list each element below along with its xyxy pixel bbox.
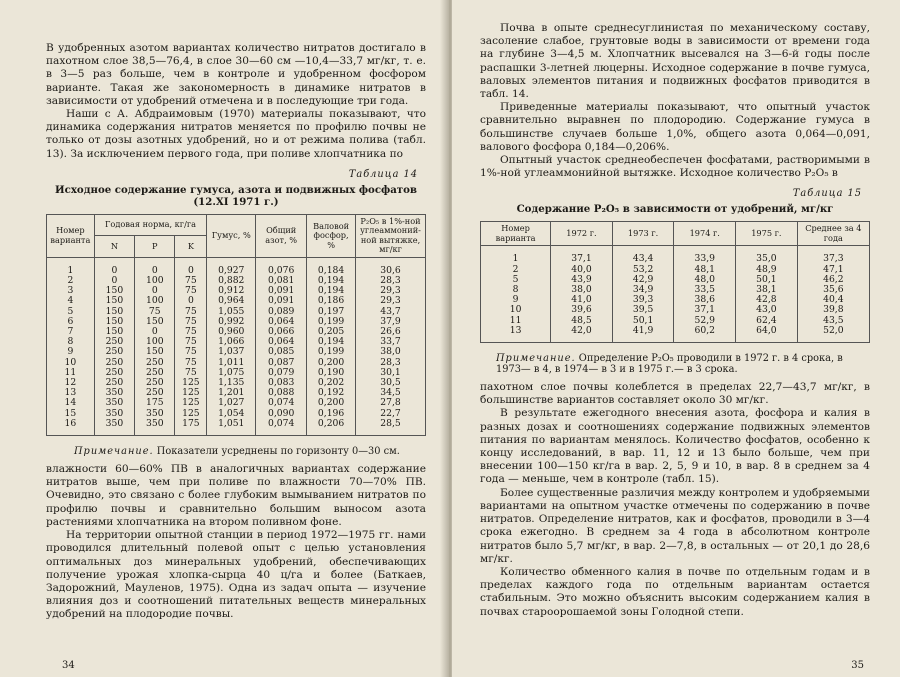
- t14-col-total-n: 0,076 0,081 0,091 0,091 0,089 0,064 0,066 0,064 0,085 0,087 0,079 0,083 0,088 0,074 0,090 0,074: [256, 257, 307, 435]
- t15-col-1974: 33,9 48,1 48,0 33,5 38,6 37,1 52,9 60,2: [674, 246, 736, 343]
- t14-header-total-n: Общий азот, %: [256, 214, 307, 257]
- t15-col-1972: 37,1 40,0 43,9 38,0 41,0 39,6 48,5 42,0: [551, 246, 613, 343]
- right-paragraph-5: В результате ежегодного внесения азота, фосфора и калия в разных дозах и соотношениях содержание подвижных элементов питания по вариантам менялось. Количество фосфатов, особенно к концу исследований, в вар. 11, 12 и 13 было больше, чем при внесении 100—150 кг/га в вар. 2, 5, 9 и 10, в вар. 8 в среднем за 4 года — меньше, чем в контроле (табл. 15).: [480, 407, 870, 486]
- right-paragraph-3: Опытный участок среднеобеспечен фосфатами, растворимыми в 1%-ной углеаммонийной вытяжке. Исходное количество P₂O₅ в: [480, 154, 870, 180]
- t15-col-variant: 1 2 5 8 9 10 11 13: [481, 246, 551, 343]
- page-number-right: 35: [851, 660, 864, 671]
- t14-header-humus: Гумус, %: [207, 214, 256, 257]
- t15-col-1973: 43,4 53,2 42,9 34,9 39,3 39,5 50,1 41,9: [612, 246, 674, 343]
- left-page: [0, 0, 448, 677]
- right-paragraph-6: Более существенные различия между контролем и удобряемыми вариантами на опытном участке отмечены по содержанию в почве нитратов. Определение нитратов, как и фосфатов, проводили в 3—4 срока ежегодно. В среднем за 4 года в абсолютном контроле нитратов было 5,7 мг/кг, в вар. 2—7,8, в остальных — от 20,1 до 28,6 мг/кг.: [480, 486, 870, 565]
- page-number-left: 34: [62, 660, 75, 671]
- table-15-note-label: Примечание.: [496, 353, 576, 365]
- table-14-title-line1: Исходное содержание гумуса, азота и подвижных фосфатов: [55, 183, 417, 196]
- t14-col-k: 0 75 75 0 75 75 75 75 75 75 75 125 125 125 125 175: [175, 257, 207, 435]
- table-14-note-label: Примечание.: [74, 446, 154, 458]
- t15-header-avg: Среднее за 4 года: [797, 222, 869, 246]
- table-14-title-line2: (12.XI 1971 г.): [193, 195, 279, 208]
- left-paragraph-2: Наши с А. Абдраимовым (1970) материалы показывают, что динамика содержания нитратов меняется по профилю почвы не только от дозы азотных удобрений, но и от режима полива (табл. 13). За исключением первого года, при поливе хлопчатника по: [46, 108, 426, 160]
- t14-col-n: 0 0 150 150 150 150 150 250 250 250 250 250 350 350 350 350: [94, 257, 134, 435]
- table-15-title: Содержание P₂O₅ в зависимости от удобрений, мг/кг: [516, 203, 834, 216]
- t14-header-p: P: [135, 236, 175, 258]
- table-14-title: [46, 184, 426, 208]
- right-paragraph-2: Приведенные материалы показывают, что опытный участок сравнительно выравнен по плодородию. Содержание гумуса в большинстве случаев больше 1,0%, общего азота 0,064—0,091, валового фосфора 0,184—0,206%.: [480, 101, 870, 153]
- table-15-note-text: Определение P₂O₅ проводили в 1972 г. в 4 срока, в 1973— в 4, в 1974— в 3 и в 1975 г.— в 3 срока.: [496, 353, 843, 376]
- t14-col-p2o5: 30,6 28,3 29,3 29,3 43,7 37,9 26,6 33,7 38,0 28,3 30,1 30,5 34,5 27,8 22,7 28,5: [356, 257, 426, 435]
- table-14-note: [46, 446, 426, 457]
- t15-header-1972: 1972 г.: [551, 222, 613, 246]
- t14-header-p2o5: P₂O₅ в 1%-ной углеаммоний-ной вытяжке, мг/кг: [356, 214, 426, 257]
- t14-col-variant: 1 2 3 4 5 6 7 8 9 10 11 12 13 14 15 16: [47, 257, 95, 435]
- right-paragraph-4: пахотном слое почвы колеблется в пределах 22,7—43,7 мг/кг, в большинстве вариантов составляет около 30 мг/кг.: [480, 381, 870, 407]
- left-paragraph-3: влажности 60—60% ПВ в аналогичных вариантах содержание нитратов выше, чем при поливе по влажности 70—70% ПВ. Очевидно, это связано с более глубоким вымыванием нитратов по профилю почвы и сравнительно большим выносом азота растениями хлопчатника на втором поливном фоне.: [46, 463, 426, 528]
- table-15-caption: Таблица 15: [792, 188, 862, 200]
- t15-col-1975: 35,0 48,9 50,1 38,1 42,8 43,0 62,4 64,0: [736, 246, 798, 343]
- table-14: [46, 214, 426, 436]
- left-paragraph-1: В удобренных азотом вариантах количество нитратов достигало в пахотном слое 38,5—76,4, в слое 30—60 см —10,4—33,7 мг/кг, т. е. в 3—5 раз больше, чем в контроле и удобренном фосфором варианте. Такая же закономерность в динамике нитратов в зависимости от удобрений отмечена и в последующие три года.: [46, 42, 426, 107]
- table-15-note: [480, 353, 870, 375]
- table-14-caption: Таблица 14: [348, 168, 418, 180]
- t14-header-n: N: [94, 236, 134, 258]
- right-page: [452, 0, 900, 677]
- t15-header-1975: 1975 г.: [736, 222, 798, 246]
- t14-header-variant: Номер варианта: [47, 214, 95, 257]
- t14-header-norm: Годовая норма, кг/га: [94, 214, 207, 236]
- t15-header-variant: Номер варианта: [481, 222, 551, 246]
- t14-header-gross-p: Валовой фосфор, %: [307, 214, 356, 257]
- t15-header-1974: 1974 г.: [674, 222, 736, 246]
- table-14-note-text: Показатели усреднены по горизонту 0—30 см.: [156, 446, 400, 458]
- left-paragraph-4: На территории опытной станции в период 1972—1975 гг. нами проводился длительный полевой опыт с целью установления оптимальных доз минеральных удобрений, обеспечивающих получение урожая хлопка-сырца 40 ц/га и более (Баткаев, Задорожний, Мауленов, 1975). Одна из задач опыта — изучение влияния доз и соотношений питательных веществ минеральных удобрений на плодородие почвы.: [46, 529, 426, 621]
- right-paragraph-1: Почва в опыте среднесуглинистая по механическому составу, засоление слабое, грунтовые воды в зависимости от времени года на глубине 3—4,5 м. Хлопчатник высевался на 3—6-й годы после распашки 3-летней люцерны. Исходное содержание в почве гумуса, валовых элементов питания и подвижных фосфатов приводится в табл. 14.: [480, 22, 870, 101]
- t15-header-1973: 1973 г.: [612, 222, 674, 246]
- t14-col-p: 0 100 0 100 75 150 0 100 150 250 250 250 250 175 350 350: [135, 257, 175, 435]
- t14-col-humus: 0,927 0,882 0,912 0,964 1,055 0,992 0,960 1,066 1,037 1,011 1,075 1,135 1,201 1,027 1,054 1,051: [207, 257, 256, 435]
- right-paragraph-7: Количество обменного калия в почве по отдельным годам и в пределах каждого года по отдельным вариантам остается стабильным. Это можно объяснить высоким содержанием калия в почвах староорошаемой зоны Голодной степи.: [480, 565, 870, 618]
- t15-col-avg: 37,3 47,1 46,2 35,6 40,4 39,8 43,5 52,0: [797, 246, 869, 343]
- t14-col-gross-p: 0,184 0,194 0,194 0,186 0,197 0,199 0,205 0,194 0,199 0,200 0,190 0,202 0,192 0,200 0,196 0,206: [307, 257, 356, 435]
- t14-header-k: K: [175, 236, 207, 258]
- table-15: [480, 221, 870, 343]
